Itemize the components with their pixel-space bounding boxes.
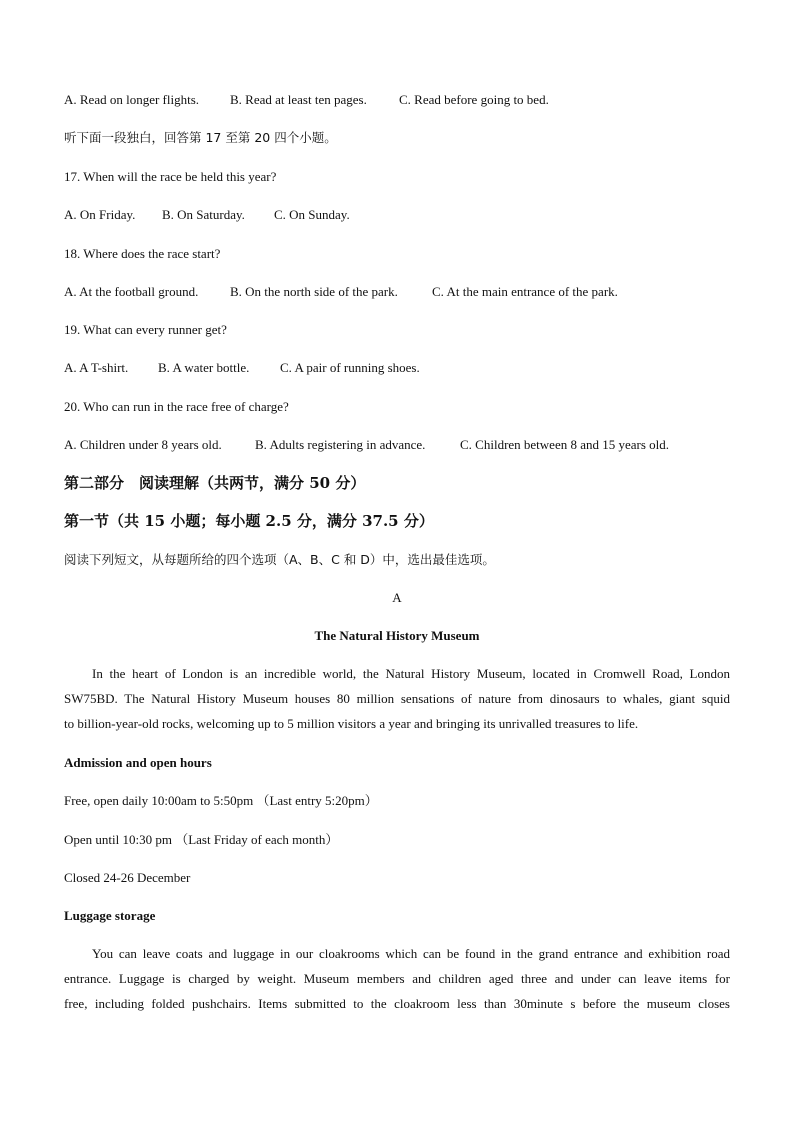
q18-option-c: C. At the main entrance of the park. [432, 284, 618, 299]
q16-options [64, 92, 549, 108]
luggage-line: free, including folded pushchairs. Items submitted to the cloakroom less than 30minute s before the museum closes [64, 996, 730, 1011]
reading-instructions: 阅读下列短文，从每题所给的四个选项（A、B、C 和 D）中，选出最佳选项。 [64, 552, 495, 567]
admission-closed: Closed 24-26 December [64, 870, 191, 885]
q19-option-c: C. A pair of running shoes. [280, 360, 420, 375]
part2-heading: 第二部分 阅读理解（共两节，满分 50 分） [64, 474, 366, 492]
q18-option-b: B. On the north side of the park. [230, 284, 398, 299]
q17-question: 17. When will the race be held this year? [64, 169, 277, 184]
monologue-intro: 听下面一段独白，回答第 17 至第 20 四个小题。 [64, 130, 337, 145]
q19-question: 19. What can every runner get? [64, 322, 227, 337]
admission-hours-late: Open until 10:30 pm （Last Friday of each month） [64, 832, 339, 847]
intro-line: to billion-year-old rocks, welcoming up to 5 million visitors a year and bringing its unrivalled treasures to life. [64, 716, 639, 731]
passage-label: A [392, 590, 402, 605]
q19-option-b: B. A water bottle. [158, 360, 250, 375]
q16-option-b: B. Read at least ten pages. [230, 92, 367, 107]
luggage-line: entrance. Luggage is charged by weight. Museum members and children aged three and under can leave items for [64, 971, 730, 986]
q18-question: 18. Where does the race start? [64, 246, 221, 261]
q17-options [64, 207, 350, 223]
q20-option-c: C. Children between 8 and 15 years old. [460, 437, 670, 452]
q20-option-a: A. Children under 8 years old. [64, 437, 222, 452]
section1-heading: 第一节（共 15 小题；每小题 2.5 分，满分 37.5 分） [64, 512, 434, 530]
luggage-heading: Luggage storage [64, 908, 156, 923]
admission-hours-daily: Free, open daily 10:00am to 5:50pm （Last entry 5:20pm） [64, 793, 378, 808]
intro-line: In the heart of London is an incredible world, the Natural History Museum, located in Cromwell Road, London [92, 666, 730, 681]
q19-option-a: A. A T-shirt. [64, 360, 129, 375]
q18-options [64, 284, 618, 300]
q17-option-c: C. On Sunday. [274, 207, 350, 222]
luggage-paragraph [64, 941, 730, 1016]
q20-option-b: B. Adults registering in advance. [255, 437, 426, 452]
q20-options [64, 437, 669, 453]
luggage-line: You can leave coats and luggage in our cloakrooms which can be found in the grand entrance and exhibition road [92, 946, 730, 961]
admission-heading: Admission and open hours [64, 755, 212, 770]
passage-title: The Natural History Museum [314, 628, 480, 643]
q16-option-a: A. Read on longer flights. [64, 92, 200, 107]
q17-option-a: A. On Friday. [64, 207, 136, 222]
intro-line: SW75BD. The Natural History Museum houses 80 million sensations of nature from dinosaurs to whales, giant squid [64, 691, 730, 706]
q16-option-c: C. Read before going to bed. [399, 92, 549, 107]
q20-question: 20. Who can run in the race free of charge? [64, 399, 289, 414]
intro-paragraph [64, 661, 730, 736]
q18-option-a: A. At the football ground. [64, 284, 199, 299]
q19-options [64, 360, 420, 376]
q17-option-b: B. On Saturday. [162, 207, 245, 222]
